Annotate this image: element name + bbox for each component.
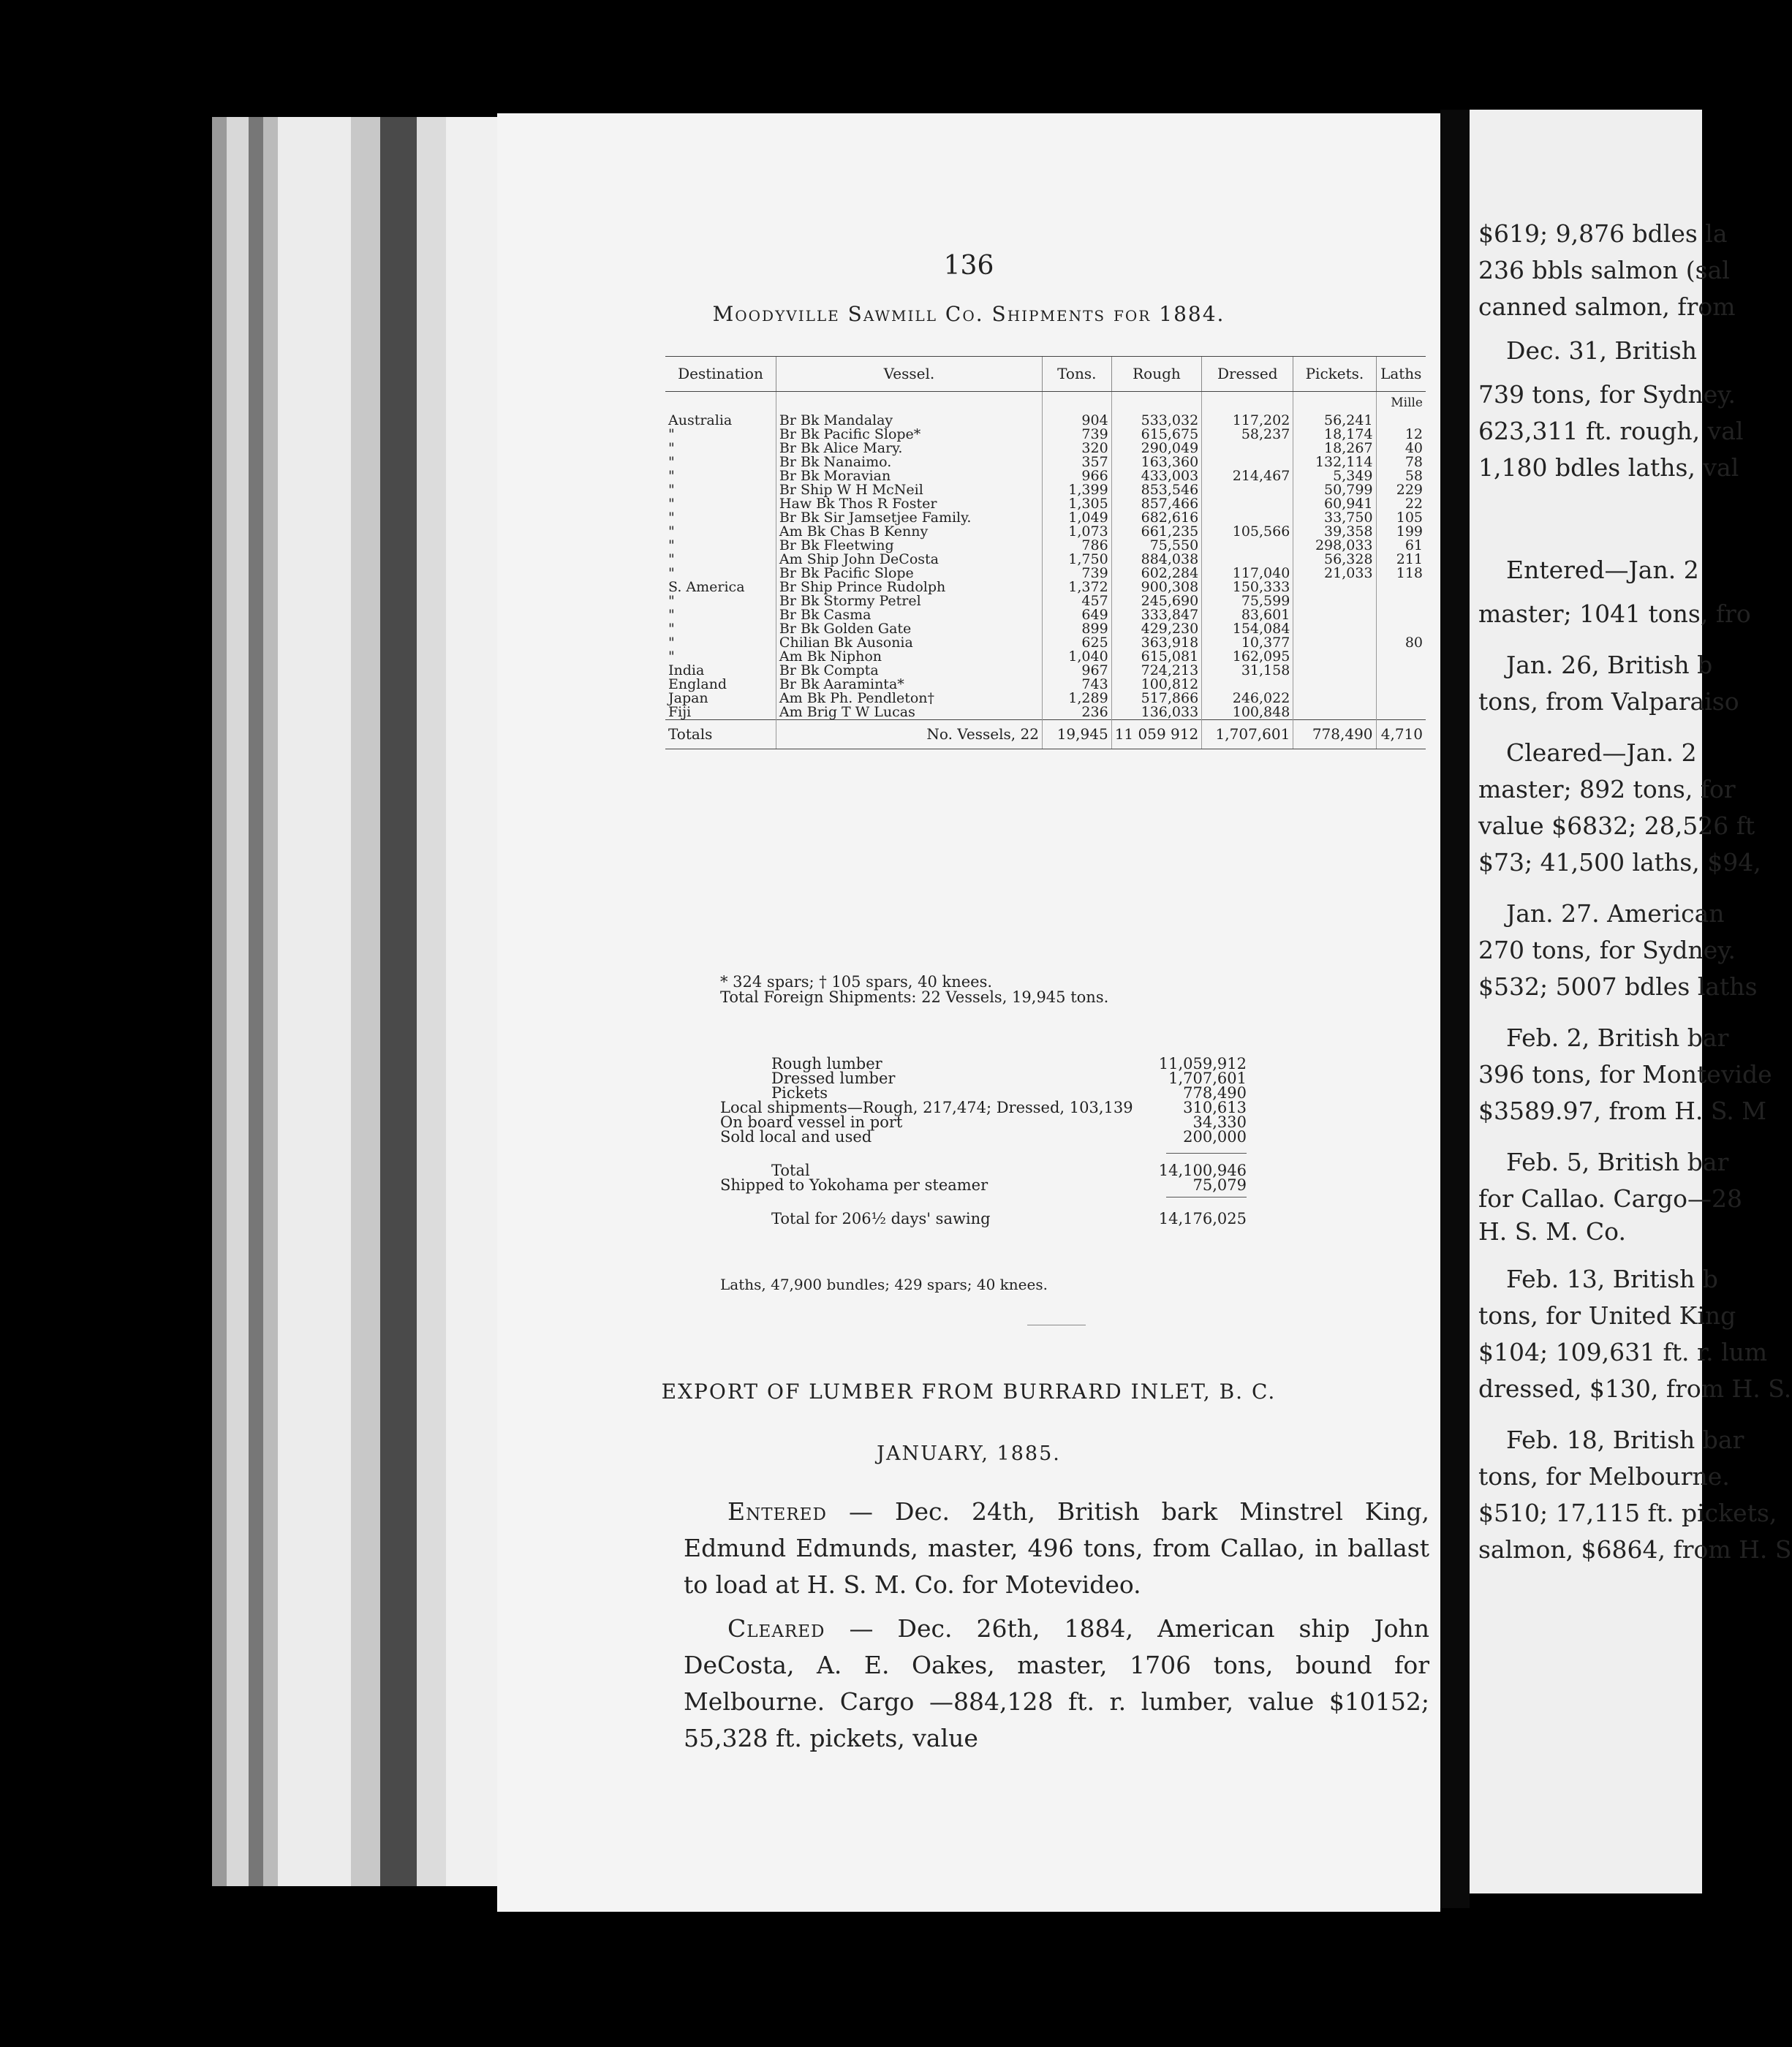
summary-row (720, 1056, 1247, 1071)
export-month: JANUARY, 1885. (877, 1442, 1061, 1465)
right-page-line: for Callao. Cargo—28 (1478, 1184, 1743, 1213)
laths-cell: 229 (1376, 483, 1426, 497)
right-page-line: master; 892 tons, for (1478, 775, 1736, 803)
tons-cell: 320 (1042, 442, 1111, 455)
laths-cell: 211 (1376, 553, 1426, 567)
summary-label: Dressed lumber (771, 1070, 896, 1087)
right-page-line: tons, for Melbourne. (1478, 1462, 1730, 1491)
right-page-line: $104; 109,631 ft. r. lum (1478, 1338, 1768, 1366)
summary-rule (1166, 1153, 1247, 1154)
col-laths: Laths (1376, 357, 1426, 392)
rough-cell: 100,812 (1111, 678, 1202, 692)
pickets-cell: 60,941 (1293, 497, 1376, 511)
right-page-line: $73; 41,500 laths, $94, (1478, 848, 1761, 877)
pickets-cell (1293, 664, 1376, 678)
vessel-cell: Br Bk Casma (776, 608, 1042, 622)
right-page-line: 1,180 bdles laths, val (1478, 453, 1739, 482)
export-title: EXPORT OF LUMBER FROM BURRARD INLET, B. C. (661, 1380, 1277, 1404)
dressed-cell (1202, 483, 1293, 497)
summary-value: 11,059,912 (1158, 1055, 1247, 1072)
right-page-line: H. S. M. Co. (1478, 1217, 1626, 1246)
totals-vessels: No. Vessels, 22 (776, 720, 1042, 749)
destination-cell: England (668, 676, 727, 692)
destination-cell: Australia (668, 412, 733, 428)
dressed-cell (1202, 442, 1293, 455)
rough-cell: 333,847 (1111, 608, 1202, 622)
right-page-line: 623,311 ft. rough, val (1478, 417, 1744, 445)
summary-label: Rough lumber (771, 1055, 882, 1072)
pickets-cell (1293, 580, 1376, 594)
destination-cell: " (668, 440, 675, 456)
laths-cell (1376, 650, 1426, 664)
rough-cell: 615,675 (1111, 428, 1202, 442)
vessel-cell: Br Bk Stormy Petrel (776, 594, 1042, 608)
summary-block (720, 1056, 1247, 1226)
destination-cell: " (668, 510, 675, 526)
totals-pickets: 778,490 (1293, 720, 1376, 749)
right-page-line: Feb. 13, British b (1506, 1265, 1718, 1293)
vessel-cell: Br Bk Sir Jamsetjee Family. (776, 511, 1042, 525)
summary-row (720, 1086, 1247, 1100)
tons-cell: 625 (1042, 636, 1111, 650)
rough-cell: 163,360 (1111, 455, 1202, 469)
tons-cell: 899 (1042, 622, 1111, 636)
right-page-line: Feb. 2, British bar (1506, 1024, 1729, 1052)
laths-cell (1376, 664, 1426, 678)
destination-cell: " (668, 551, 675, 567)
right-page-fragment (1470, 110, 1792, 1893)
pickets-cell (1293, 678, 1376, 692)
totals-label: Totals (665, 720, 776, 749)
right-page-line: $619; 9,876 bdles la (1478, 219, 1728, 248)
laths-spars-line: Laths, 47,900 bundles; 429 spars; 40 knees. (720, 1276, 1048, 1293)
right-page-line: Cleared—Jan. 2 (1506, 738, 1697, 767)
destination-cell: " (668, 454, 675, 470)
tons-cell: 1,750 (1042, 553, 1111, 567)
pickets-cell: 50,799 (1293, 483, 1376, 497)
dressed-cell: 117,040 (1202, 567, 1293, 580)
vessel-cell: Am Ship John DeCosta (776, 553, 1042, 567)
laths-cell (1376, 392, 1426, 428)
rough-cell: 363,918 (1111, 636, 1202, 650)
right-page-line: Feb. 5, British bar (1506, 1148, 1729, 1176)
vessel-cell: Br Bk Golden Gate (776, 622, 1042, 636)
pickets-cell: 18,267 (1293, 442, 1376, 455)
vessel-cell: Br Bk Moravian (776, 469, 1042, 483)
destination-cell: " (668, 607, 675, 623)
right-page-line: Jan. 26, British b (1506, 651, 1713, 679)
laths-unit-label: Mille (1391, 396, 1423, 410)
page-number: 136 (943, 251, 994, 281)
vessel-cell: Am Brig T W Lucas (776, 705, 1042, 720)
pickets-cell: 56,328 (1293, 553, 1376, 567)
tons-cell: 457 (1042, 594, 1111, 608)
pickets-cell (1293, 622, 1376, 636)
rough-cell: 682,616 (1111, 511, 1202, 525)
totals-tons: 19,945 (1042, 720, 1111, 749)
col-pickets: Pickets. (1293, 357, 1376, 392)
entered-heading: Entered (727, 1497, 827, 1526)
left-page (497, 113, 1440, 1912)
laths-cell (1376, 705, 1426, 720)
rough-cell: 724,213 (1111, 664, 1202, 678)
tons-cell: 739 (1042, 428, 1111, 442)
pickets-cell: 39,358 (1293, 525, 1376, 539)
destination-cell: " (668, 482, 675, 498)
footnotes (720, 975, 1108, 1005)
tons-cell: 649 (1042, 608, 1111, 622)
destination-cell: " (668, 635, 675, 651)
tons-cell: 1,049 (1042, 511, 1111, 525)
dressed-cell: 154,084 (1202, 622, 1293, 636)
laths-cell: 40 (1376, 442, 1426, 455)
laths-cell (1376, 608, 1426, 622)
vessel-cell: Br Bk Alice Mary. (776, 442, 1042, 455)
summary-total-row (720, 1163, 1247, 1178)
rough-cell: 245,690 (1111, 594, 1202, 608)
table-row (665, 705, 1426, 720)
summary-row (720, 1115, 1247, 1130)
book-page-edges (212, 117, 504, 1886)
entered-text: Dec. 24th, British bark Minstrel King, Edmund Edmunds, master, 496 tons, from Callao, in ballast to load at H. S. M. Co. for Motevideo. (684, 1497, 1429, 1599)
totals-rough: 11 059 912 (1111, 720, 1202, 749)
laths-cell: 199 (1376, 525, 1426, 539)
col-vessel: Vessel. (776, 357, 1042, 392)
tons-cell: 236 (1042, 705, 1111, 720)
dressed-cell (1202, 539, 1293, 553)
summary-label: Total (771, 1162, 810, 1179)
summary-row (720, 1071, 1247, 1086)
laths-cell: 61 (1376, 539, 1426, 553)
destination-cell: " (668, 426, 675, 442)
right-page-line: 396 tons, for Montevide (1478, 1060, 1772, 1089)
dressed-cell: 150,333 (1202, 580, 1293, 594)
col-rough: Rough (1111, 357, 1202, 392)
pickets-cell: 5,349 (1293, 469, 1376, 483)
destination-cell: " (668, 621, 675, 637)
dressed-cell (1202, 497, 1293, 511)
spars-footnote: * 324 spars; † 105 spars, 40 knees. (720, 973, 993, 991)
rough-cell: 136,033 (1111, 705, 1202, 720)
right-page-line: $510; 17,115 ft. pickets, (1478, 1499, 1777, 1527)
table-row (665, 392, 1426, 428)
summary-value: 310,613 (1183, 1099, 1247, 1116)
summary-value: 34,330 (1192, 1113, 1247, 1131)
dressed-cell: 58,237 (1202, 428, 1293, 442)
right-page-line: master; 1041 tons, fro (1478, 599, 1751, 628)
tons-cell: 739 (1042, 567, 1111, 580)
rough-cell: 429,230 (1111, 622, 1202, 636)
pickets-cell: 132,114 (1293, 455, 1376, 469)
summary-value: 14,176,025 (1158, 1210, 1247, 1227)
right-page-line: tons, for United King (1478, 1301, 1736, 1330)
pickets-cell: 33,750 (1293, 511, 1376, 525)
tons-cell: 1,305 (1042, 497, 1111, 511)
vessel-cell: Am Bk Chas B Kenny (776, 525, 1042, 539)
totals-row (665, 720, 1426, 749)
tons-cell: 966 (1042, 469, 1111, 483)
destination-cell: Japan (668, 690, 708, 706)
rough-cell: 615,081 (1111, 650, 1202, 664)
rough-cell: 433,003 (1111, 469, 1202, 483)
tons-cell: 357 (1042, 455, 1111, 469)
tons-cell: 1,040 (1042, 650, 1111, 664)
cleared-text: Dec. 26th, 1884, American ship John DeCosta, A. E. Oakes, master, 1706 tons, bound for Melbourne. Cargo —884,128 ft. r. lumber, value $10152; 55,328 ft. pickets, value (684, 1614, 1429, 1752)
dressed-cell: 246,022 (1202, 692, 1293, 705)
vessel-cell: Am Bk Niphon (776, 650, 1042, 664)
dressed-cell: 214,467 (1202, 469, 1293, 483)
right-page-line: salmon, $6864, from H. S (1478, 1535, 1792, 1564)
book-gutter (1440, 110, 1470, 1908)
rough-cell: 900,308 (1111, 580, 1202, 594)
col-dressed: Dressed (1202, 357, 1293, 392)
summary-label: Pickets (771, 1084, 828, 1102)
tons-cell: 786 (1042, 539, 1111, 553)
rough-cell: 884,038 (1111, 553, 1202, 567)
right-page-line: tons, from Valparaiso (1478, 687, 1739, 716)
grand-total-row (720, 1211, 1247, 1226)
summary-row (720, 1130, 1247, 1144)
col-tons: Tons. (1042, 357, 1111, 392)
destination-cell: " (668, 537, 675, 553)
laths-cell: 78 (1376, 455, 1426, 469)
destination-cell: " (668, 496, 675, 512)
foreign-shipments-line: Total Foreign Shipments: 22 Vessels, 19,945 tons. (720, 988, 1109, 1006)
pickets-cell (1293, 636, 1376, 650)
tons-cell: 1,073 (1042, 525, 1111, 539)
rough-cell: 533,032 (1111, 392, 1202, 428)
rough-cell: 661,235 (1111, 525, 1202, 539)
dressed-cell: 100,848 (1202, 705, 1293, 720)
dressed-cell: 117,202 (1202, 392, 1293, 428)
laths-cell: 80 (1376, 636, 1426, 650)
right-page-line: Feb. 18, British bar (1506, 1426, 1744, 1454)
rough-cell: 75,550 (1111, 539, 1202, 553)
tons-cell: 904 (1042, 392, 1111, 428)
destination-cell: " (668, 468, 675, 484)
laths-cell (1376, 678, 1426, 692)
pickets-cell: 21,033 (1293, 567, 1376, 580)
vessel-cell: Br Bk Fleetwing (776, 539, 1042, 553)
destination-cell: " (668, 593, 675, 609)
table-title: Moodyville Sawmill Co. Shipments for 1884. (712, 302, 1225, 326)
laths-cell: 22 (1376, 497, 1426, 511)
destination-cell: " (668, 648, 675, 665)
right-page-line: dressed, $130, from H. S. (1478, 1374, 1792, 1403)
pickets-cell (1293, 692, 1376, 705)
destination-cell: " (668, 523, 675, 540)
entered-paragraph: Entered — Dec. 24th, British bark Minstrel King, Edmund Edmunds, master, 496 tons, from Callao, in ballast to load at H. S. M. Co. for Motevideo. (684, 1497, 1429, 1599)
laths-cell: 12 (1376, 428, 1426, 442)
summary-label: Sold local and used (720, 1128, 872, 1146)
summary-label: Total for 206½ days' sawing (771, 1210, 991, 1227)
vessel-cell: Br Bk Pacific Slope* (776, 428, 1042, 442)
tons-cell: 967 (1042, 664, 1111, 678)
shipments-table (665, 356, 1426, 749)
dressed-cell: 75,599 (1202, 594, 1293, 608)
destination-cell: India (668, 662, 705, 678)
tons-cell: 743 (1042, 678, 1111, 692)
dressed-cell: 10,377 (1202, 636, 1293, 650)
laths-cell (1376, 580, 1426, 594)
tons-cell: 1,289 (1042, 692, 1111, 705)
summary-row (720, 1100, 1247, 1115)
tons-cell: 1,399 (1042, 483, 1111, 497)
col-destination: Destination (665, 357, 776, 392)
right-page-line: $3589.97, from H. S. M (1478, 1097, 1767, 1125)
pickets-cell: 298,033 (1293, 539, 1376, 553)
summary-label: Shipped to Yokohama per steamer (720, 1176, 988, 1194)
dressed-cell: 105,566 (1202, 525, 1293, 539)
laths-cell: 58 (1376, 469, 1426, 483)
vessel-cell: Br Bk Nanaimo. (776, 455, 1042, 469)
vessel-cell: Br Bk Pacific Slope (776, 567, 1042, 580)
right-page-line: value $6832; 28,526 ft (1478, 811, 1755, 840)
right-page-line: Entered—Jan. 2 (1506, 556, 1699, 584)
vessel-cell: Haw Bk Thos R Foster (776, 497, 1042, 511)
tons-cell: 1,372 (1042, 580, 1111, 594)
pickets-cell (1293, 650, 1376, 664)
dressed-cell: 83,601 (1202, 608, 1293, 622)
pickets-cell: 18,174 (1293, 428, 1376, 442)
pickets-cell (1293, 705, 1376, 720)
laths-cell: 118 (1376, 567, 1426, 580)
right-page-line: 739 tons, for Sydney. (1478, 380, 1736, 409)
summary-value: 14,100,946 (1158, 1162, 1247, 1179)
laths-cell (1376, 692, 1426, 705)
dressed-cell: 31,158 (1202, 664, 1293, 678)
vessel-cell: Am Bk Ph. Pendleton† (776, 692, 1042, 705)
summary-value: 778,490 (1183, 1084, 1247, 1102)
right-page-line: 270 tons, for Sydney. (1478, 936, 1736, 964)
rough-cell: 602,284 (1111, 567, 1202, 580)
cleared-paragraph: Cleared — Dec. 26th, 1884, American ship John DeCosta, A. E. Oakes, master, 1706 tons, bound for Melbourne. Cargo —884,128 ft. r. lumber, value $10152; 55,328 ft. pickets, value (684, 1614, 1429, 1752)
right-page-line: Jan. 27. American (1506, 899, 1725, 928)
summary-value: 1,707,601 (1168, 1070, 1247, 1087)
destination-cell: Fiji (668, 704, 692, 720)
summary-label: Local shipments—Rough, 217,474; Dressed, 103,139 (720, 1099, 1133, 1116)
pickets-cell (1293, 608, 1376, 622)
summary-value: 75,079 (1192, 1176, 1247, 1194)
destination-cell: " (668, 565, 675, 581)
rough-cell: 517,866 (1111, 692, 1202, 705)
right-page-line: Dec. 31, British (1506, 336, 1698, 365)
laths-cell: 105 (1376, 511, 1426, 525)
vessel-cell: Br Bk Mandalay (776, 392, 1042, 428)
pickets-cell: 56,241 (1293, 392, 1376, 428)
rough-cell: 853,546 (1111, 483, 1202, 497)
dressed-cell: 162,095 (1202, 650, 1293, 664)
totals-dressed: 1,707,601 (1202, 720, 1293, 749)
cleared-heading: Cleared (727, 1614, 825, 1643)
vessel-cell: Chilian Bk Ausonia (776, 636, 1042, 650)
right-page-line: $532; 5007 bdles laths (1478, 972, 1758, 1001)
summary-label: On board vessel in port (720, 1113, 903, 1131)
vessel-cell: Br Bk Aaraminta* (776, 678, 1042, 692)
rough-cell: 290,049 (1111, 442, 1202, 455)
laths-cell (1376, 594, 1426, 608)
vessel-cell: Br Bk Compta (776, 664, 1042, 678)
summary-value: 200,000 (1183, 1128, 1247, 1146)
totals-laths: 4,710 (1376, 720, 1426, 749)
table-header-row (665, 357, 1426, 392)
rough-cell: 857,466 (1111, 497, 1202, 511)
right-page-line: canned salmon, from (1478, 292, 1736, 321)
destination-cell: S. America (668, 579, 745, 595)
pickets-cell (1293, 594, 1376, 608)
vessel-cell: Br Ship W H McNeil (776, 483, 1042, 497)
yokohama-row (720, 1178, 1247, 1192)
vessel-cell: Br Ship Prince Rudolph (776, 580, 1042, 594)
right-page-line: 236 bbls salmon (sal (1478, 256, 1730, 284)
